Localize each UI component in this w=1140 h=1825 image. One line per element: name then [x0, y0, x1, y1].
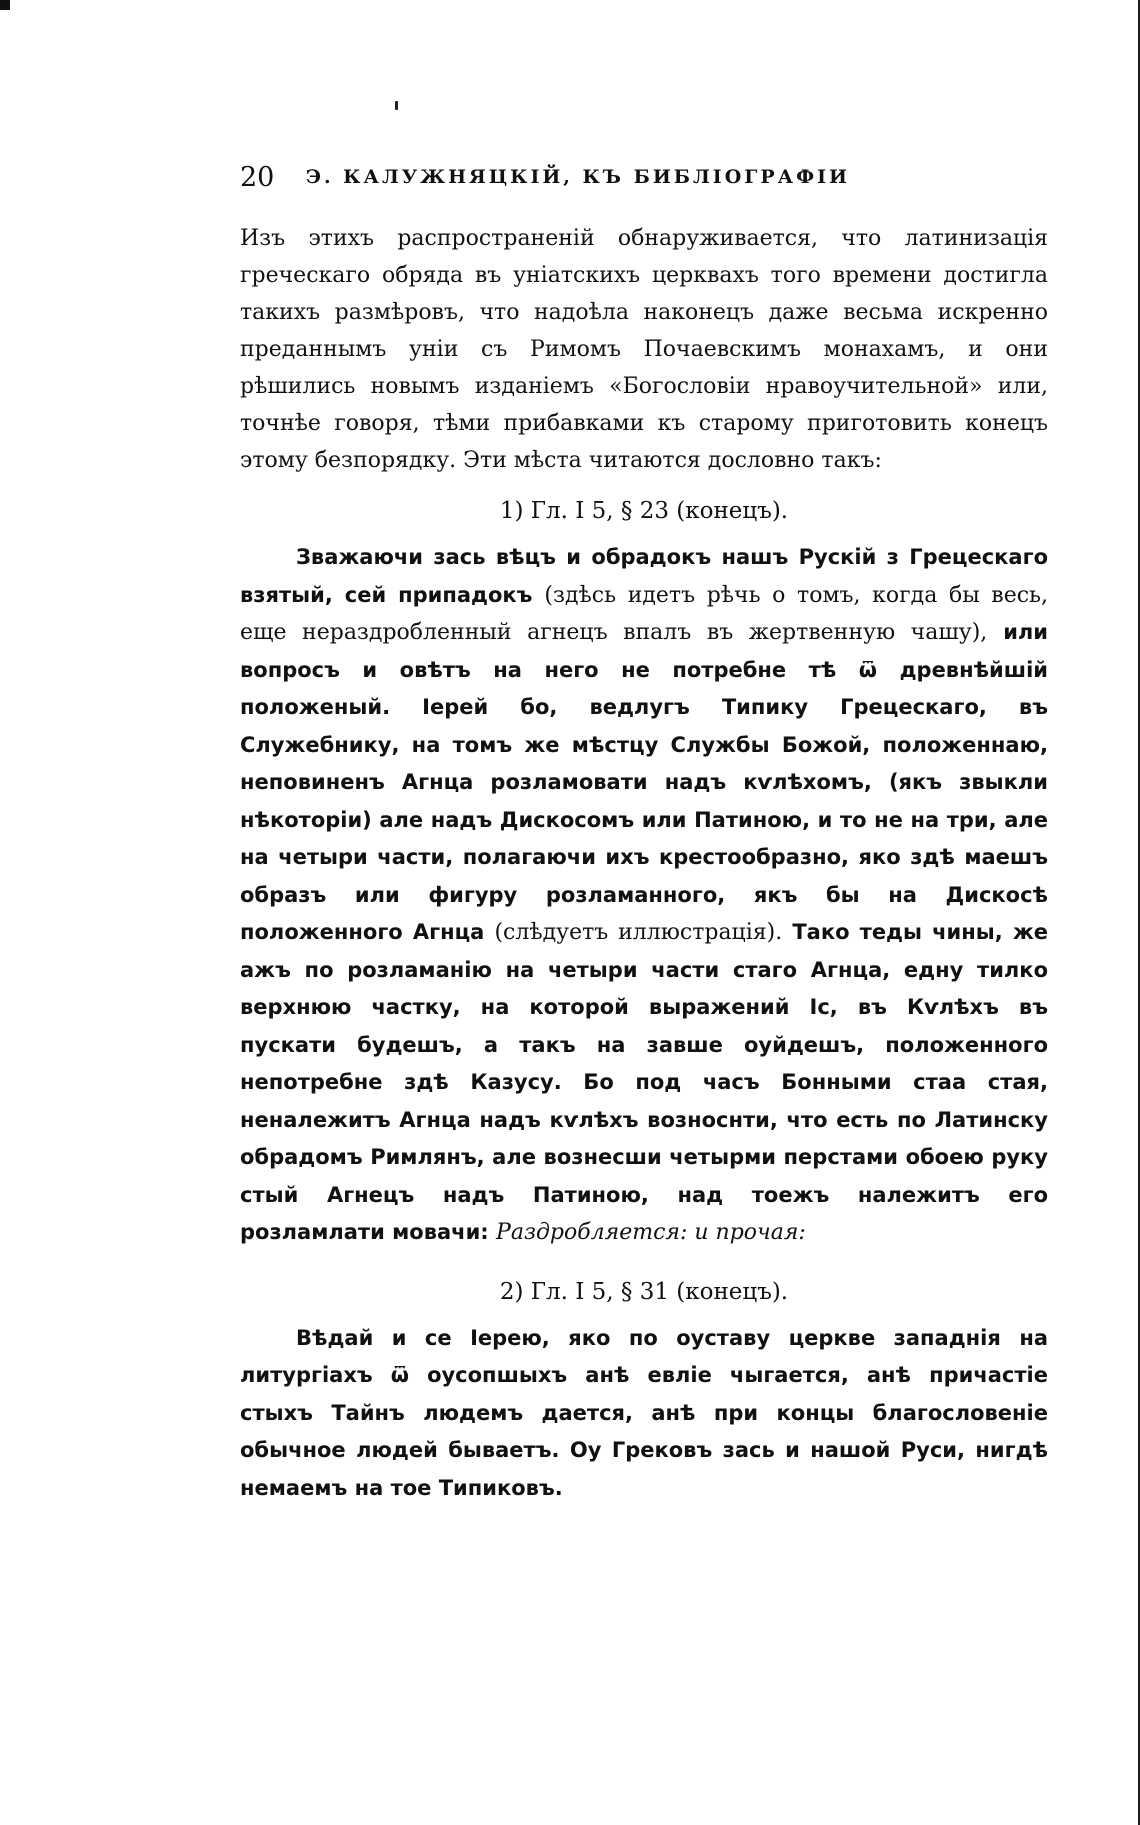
quote1-part-b: или вопросъ и овѣтъ на него не потребне тѣ ѿ древнѣйшій положеный. Іерей бо, ведлугъ Типику Грецескаго, въ Служебнику, на томъ же мѣстцу Службы Божой, положеннаю, неповиненъ Агнца розламовати надъ кѵлѣхомъ, (якъ звыкли нѣкоторіи) але надъ Дискосомъ или Патиною, и то не на три, але на четыри части, полагаючи ихъ крестообразно, яко здѣ маешъ образъ или фигуру розламанного, якъ бы на Дискосѣ положенного Агнца	[240, 620, 1049, 944]
quote1-part-a: Зважаючи зась вѣцъ и обрадокъ нашъ Рускій з Грецескаго взятый, сей припадокъ	[240, 545, 1048, 607]
scan-speck	[395, 101, 398, 110]
section-heading-1: 1) Гл. I 5, § 23 (конецъ).	[499, 498, 789, 524]
running-head	[240, 162, 850, 198]
editor-note: (здѣсь идетъ рѣчь о томъ, когда бы весь, еще нераздробленный агнецъ впалъ въ жертвенную чашу),	[240, 582, 1049, 645]
intro-paragraph: Изъ этихъ распространеній обнаруживается, что латинизація греческаго обряда въ уніатскихъ церквахъ того времени достигла такихъ размѣровъ, что надоѣла наконецъ даже весьма искренно преданнымъ уніи съ Римомъ Почаевскимъ монахамъ, и они рѣшились новымъ изданіемъ «Богословіи нравоучительной» или, точнѣе говоря, тѣми прибавками къ старому приготовить конецъ этому безпорядку. Эти мѣста читаются дословно такъ:	[240, 226, 1048, 473]
slavonic-quote-1	[240, 539, 1048, 1252]
quote1-part-c: Тако теды чины, же ажъ по розламанію на четыри части стаго Агнца, едну тилко верхнюю частку, на которой выражений Іс, въ Кѵлѣхъ въ пускати будешъ, а такъ на завше оуйдешъ, положенного непотребне здѣ Казусу. Бо под часъ Бонными стаа стая, неналежитъ Агнца надъ кѵлѣхъ возноснти, что есть по Латинску обрадомъ Римлянъ, але вознесши четырми перстами обоею руку стый Агнецъ надъ Патиною, над тоежъ належитъ его розламлати мовачи:	[240, 920, 1049, 1244]
page-number: 20	[240, 162, 275, 193]
running-title: Э. КАЛУЖНЯЦКІЙ, КЪ БИБЛІОГРАФІИ	[305, 166, 850, 188]
slavonic-quote-2: Вѣдай и се Іерею, яко по оуставу церкве западнія на литургіахъ ѿ оусопшыхъ анѣ евліе чыгается, анѣ причастіе стыхъ Тайнъ людемъ дается, анѣ при концы благословеніе обычное людей бываетъ. Оу Грековъ зась и нашой Руси, нигдѣ немаемъ на тое Типиковъ.	[240, 1325, 1048, 1500]
italic-quote: Раздробляется: и прочая:	[496, 1220, 806, 1245]
scan-corner-mark	[0, 0, 10, 10]
section-heading-2: 2) Гл. I 5, § 31 (конецъ).	[499, 1278, 789, 1305]
text-block	[240, 220, 1048, 1507]
illustration-note: (слѣдуетъ иллюстрація).	[494, 920, 783, 945]
